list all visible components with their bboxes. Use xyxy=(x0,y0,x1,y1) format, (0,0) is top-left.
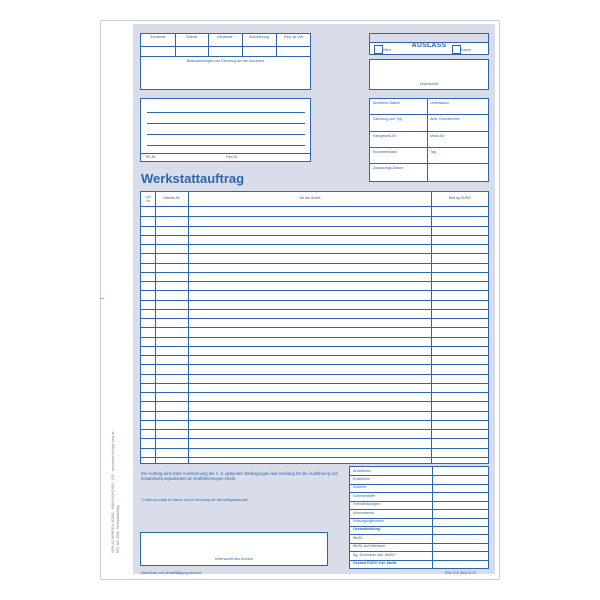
label-fahrzeug-typ: Fahrzeug und Typ xyxy=(373,117,402,121)
totals-value-cell[interactable] xyxy=(433,501,488,509)
table-row[interactable] xyxy=(189,253,429,262)
totals-row-label: Gesamt EURO inkl. MwSt. xyxy=(353,561,398,566)
checkbox-offen[interactable] xyxy=(374,45,383,54)
customer-address-box[interactable] xyxy=(140,98,311,162)
table-row[interactable] xyxy=(189,300,429,309)
auslass-header xyxy=(370,34,488,49)
header-lfd-nr: Lfd. Nr. xyxy=(145,195,152,204)
table-header-row xyxy=(141,192,488,207)
totals-table xyxy=(349,466,489,569)
table-row[interactable] xyxy=(189,374,429,383)
complaints-label: Beanstandungen am Fahrzeug bei der Annahme xyxy=(186,59,265,63)
table-row[interactable] xyxy=(189,318,429,327)
table-row[interactable] xyxy=(189,438,429,447)
label-annahme-datum: Annahme-Datum xyxy=(373,101,401,105)
footer-copyright: Nachdruck und Vervielfältigung verboten xyxy=(141,571,202,575)
address-line xyxy=(147,112,305,113)
side-publisher-text: VERLAG HEINRICH VOGEL · 81664 MÜNCHEN · 5/25 · www.heinrich-vogel-shop.de xyxy=(111,431,115,553)
auslass-signature-box[interactable] xyxy=(369,59,489,90)
fold-mark xyxy=(100,298,104,299)
col-wieder: Wieder xyxy=(186,35,198,39)
table-row[interactable] xyxy=(189,263,429,272)
address-line xyxy=(147,145,305,146)
totals-row-label: Schmierstoffe xyxy=(353,493,375,498)
label-kilometerstand: Kilometerstand xyxy=(373,150,397,154)
terms-text: Der Auftrag wird unter Anerkennung der z. Z. geltenden Bedingungen laut Aushang für die Ausführung von Instandsetzungsarbeiten an Kraftfahrzeugen erteilt. xyxy=(141,471,338,481)
address-line xyxy=(147,134,305,135)
acceptance-header-row xyxy=(141,34,310,47)
totals-value-cell[interactable] xyxy=(433,492,488,500)
table-row[interactable] xyxy=(189,309,429,318)
form-title: Werkstattauftrag xyxy=(141,171,245,186)
table-row[interactable] xyxy=(189,429,429,438)
totals-row-label: MwSt. auf Altteilwert xyxy=(353,544,386,549)
table-row[interactable] xyxy=(189,411,429,420)
table-row[interactable] xyxy=(189,235,429,244)
totals-row-label: Entsorgungskosten xyxy=(353,519,384,523)
label-motor-nr: Motor-Nr. xyxy=(430,134,445,138)
vehicle-data-grid xyxy=(369,98,489,182)
totals-value-cell[interactable] xyxy=(433,518,488,526)
label-offen: offen xyxy=(383,48,391,52)
customer-signature-box[interactable] xyxy=(140,532,328,566)
totals-row-label: Ag.-Schmierst. inkl. MwSt.* xyxy=(353,552,397,557)
totals-value-cell[interactable] xyxy=(433,560,488,568)
table-row[interactable] xyxy=(189,355,429,364)
work-items-table xyxy=(140,191,489,464)
totals-row-label: MwSt. xyxy=(353,535,363,540)
table-row[interactable] xyxy=(189,392,429,401)
totals-row-label: Gesamtleistung xyxy=(353,527,380,532)
delivery-note: * Lieferung erfolgt im Namen und für Rechnung der Mineralölgesellschaft. xyxy=(141,498,249,502)
auslass-title: AUSLASS xyxy=(411,42,447,49)
table-row[interactable] xyxy=(189,207,429,216)
label-kennzeichen: Amtl. Kennzeichen xyxy=(430,117,460,121)
auslass-box xyxy=(369,33,489,55)
totals-value-cell[interactable] xyxy=(433,526,488,534)
table-row[interactable] xyxy=(189,281,429,290)
label-tag: Tag xyxy=(430,150,436,154)
address-line xyxy=(147,123,305,124)
table-row[interactable] xyxy=(189,272,429,281)
auslass-signature-label: Unterschrift xyxy=(419,82,439,86)
totals-row-label: Ersatzteile xyxy=(353,476,370,481)
totals-value-cell[interactable] xyxy=(433,467,488,475)
customer-signature-label: Unterschrift des Kunden xyxy=(214,557,254,561)
acceptance-header-box xyxy=(140,33,311,90)
header-art-der-arbeit: Art der Arbeit xyxy=(299,196,321,200)
table-row[interactable] xyxy=(189,401,429,410)
table-row[interactable] xyxy=(189,327,429,336)
checkbox-kasse[interactable] xyxy=(452,45,461,54)
side-reference-text: REF.-NR. 2006 · Werkstattauftrag xyxy=(116,505,120,553)
col-reg-nr: Reg.-Nr./Art xyxy=(284,35,303,39)
label-kasse: Kasse xyxy=(461,48,471,52)
col-abnahme: Abnahme xyxy=(217,35,233,39)
totals-value-cell[interactable] xyxy=(433,509,488,517)
acceptance-value-row[interactable] xyxy=(141,47,310,57)
footer-form-number: RNK 516 (Bst) 01 02 xyxy=(445,571,477,575)
table-row[interactable] xyxy=(189,457,429,466)
label-zulassungs-datum: Zulassungs-Datum xyxy=(373,166,404,170)
table-row[interactable] xyxy=(189,420,429,429)
header-betrag: Betrag EURO xyxy=(449,196,471,200)
totals-value-cell[interactable] xyxy=(433,543,488,551)
table-row[interactable] xyxy=(189,364,429,373)
header-arbeits-nr: Arbeits-Nr. xyxy=(163,196,181,200)
col-auslieferung: Auslieferung xyxy=(249,35,269,39)
table-row[interactable] xyxy=(189,448,429,457)
totals-row-label: Arbeitslohn xyxy=(353,468,371,473)
totals-value-cell[interactable] xyxy=(433,475,488,483)
totals-value-cell[interactable] xyxy=(433,484,488,492)
phone-row-divider xyxy=(141,153,310,154)
table-row[interactable] xyxy=(189,226,429,235)
totals-row-label: Fremdleistungen xyxy=(353,502,380,507)
totals-row-label: Kleinmaterial xyxy=(353,510,374,515)
table-row[interactable] xyxy=(189,383,429,392)
totals-value-cell[interactable] xyxy=(433,534,488,542)
table-row[interactable] xyxy=(189,216,429,225)
label-lieferdatum: Lieferdatum xyxy=(430,101,449,105)
totals-row-label: Zubehör xyxy=(353,485,367,490)
table-row[interactable] xyxy=(189,337,429,346)
table-row[interactable] xyxy=(189,290,429,299)
tel-label: Tel.-Nr. xyxy=(145,155,157,159)
table-row[interactable] xyxy=(189,346,429,355)
label-fahrgestell: Fahrgestell-Nr. xyxy=(373,134,397,138)
col-annahme: Annahme xyxy=(150,35,166,39)
table-row[interactable] xyxy=(189,244,429,253)
fax-label: Fax-Nr. xyxy=(226,155,238,159)
totals-value-cell[interactable] xyxy=(433,551,488,559)
